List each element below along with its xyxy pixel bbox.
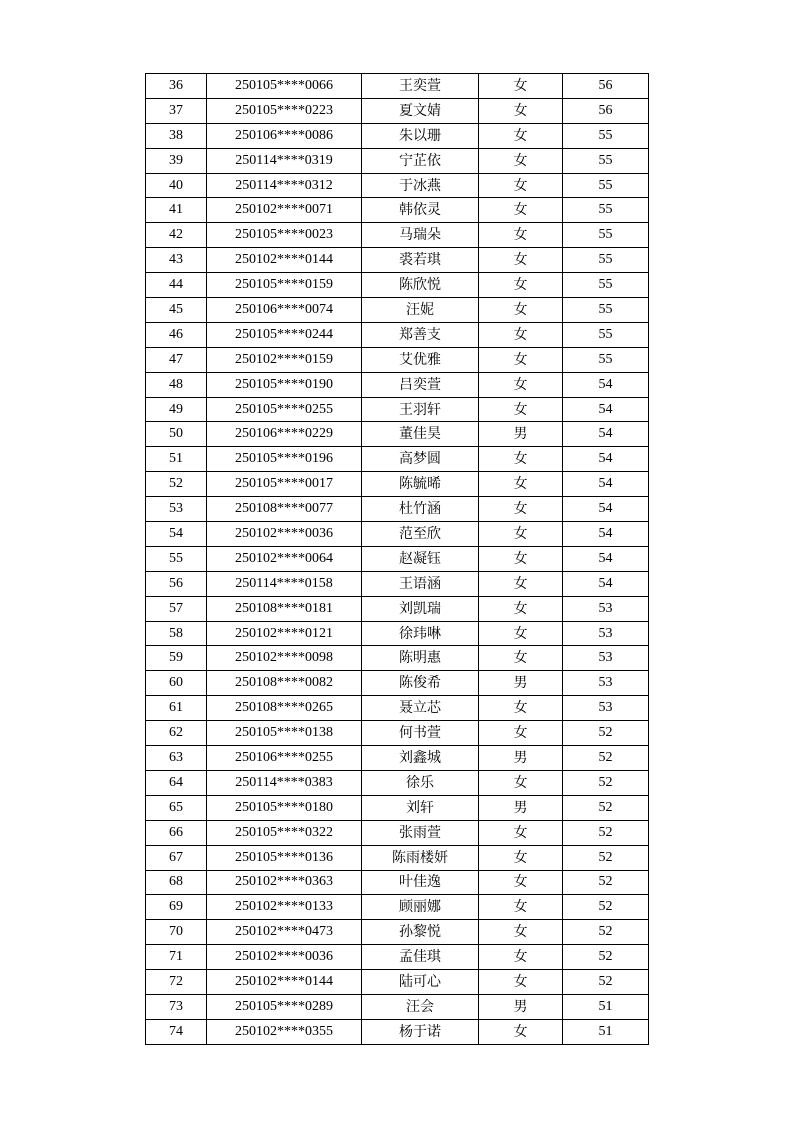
student-id-cell: 250102****0071	[207, 198, 362, 223]
student-id-cell: 250105****0322	[207, 820, 362, 845]
student-name-cell: 于冰燕	[362, 173, 479, 198]
gender-cell: 女	[479, 870, 563, 895]
gender-cell: 女	[479, 721, 563, 746]
table-row	[146, 273, 649, 298]
student-id-cell: 250114****0383	[207, 770, 362, 795]
row-number-cell: 37	[146, 98, 207, 123]
row-number-cell: 67	[146, 845, 207, 870]
table-row	[146, 746, 649, 771]
table-row	[146, 322, 649, 347]
score-cell: 55	[563, 248, 649, 273]
student-name-cell: 王羽轩	[362, 397, 479, 422]
table-row	[146, 298, 649, 323]
student-id-cell: 250105****0138	[207, 721, 362, 746]
score-cell: 55	[563, 198, 649, 223]
student-name-cell: 陈欣悦	[362, 273, 479, 298]
gender-cell: 男	[479, 795, 563, 820]
gender-cell: 男	[479, 994, 563, 1019]
student-name-cell: 陈毓晞	[362, 472, 479, 497]
student-id-cell: 250102****0036	[207, 945, 362, 970]
row-number-cell: 64	[146, 770, 207, 795]
student-name-cell: 韩依灵	[362, 198, 479, 223]
student-name-cell: 郑善支	[362, 322, 479, 347]
gender-cell: 女	[479, 522, 563, 547]
student-name-cell: 陈雨楼妍	[362, 845, 479, 870]
table-row	[146, 248, 649, 273]
table-row	[146, 123, 649, 148]
table-row	[146, 994, 649, 1019]
table-row	[146, 173, 649, 198]
student-id-cell: 250106****0074	[207, 298, 362, 323]
row-number-cell: 40	[146, 173, 207, 198]
score-table	[145, 73, 649, 1045]
student-id-cell: 250102****0355	[207, 1019, 362, 1044]
row-number-cell: 63	[146, 746, 207, 771]
score-cell: 54	[563, 447, 649, 472]
student-name-cell: 吕奕萱	[362, 372, 479, 397]
student-id-cell: 250105****0017	[207, 472, 362, 497]
student-id-cell: 250105****0289	[207, 994, 362, 1019]
score-cell: 51	[563, 1019, 649, 1044]
student-name-cell: 刘凯瑞	[362, 596, 479, 621]
score-cell: 55	[563, 347, 649, 372]
student-name-cell: 徐玮啉	[362, 621, 479, 646]
row-number-cell: 42	[146, 223, 207, 248]
gender-cell: 女	[479, 596, 563, 621]
student-id-cell: 250114****0158	[207, 571, 362, 596]
gender-cell: 女	[479, 621, 563, 646]
table-row	[146, 820, 649, 845]
table-row	[146, 920, 649, 945]
gender-cell: 女	[479, 472, 563, 497]
row-number-cell: 74	[146, 1019, 207, 1044]
row-number-cell: 66	[146, 820, 207, 845]
score-cell: 52	[563, 895, 649, 920]
student-id-cell: 250105****0023	[207, 223, 362, 248]
student-id-cell: 250108****0181	[207, 596, 362, 621]
student-id-cell: 250105****0136	[207, 845, 362, 870]
gender-cell: 男	[479, 671, 563, 696]
student-id-cell: 250102****0144	[207, 248, 362, 273]
score-cell: 52	[563, 795, 649, 820]
gender-cell: 女	[479, 920, 563, 945]
score-cell: 54	[563, 397, 649, 422]
student-id-cell: 250102****0363	[207, 870, 362, 895]
gender-cell: 女	[479, 148, 563, 173]
table-row	[146, 596, 649, 621]
student-name-cell: 范至欣	[362, 522, 479, 547]
table-row	[146, 696, 649, 721]
student-id-cell: 250102****0064	[207, 546, 362, 571]
student-name-cell: 杜竹涵	[362, 497, 479, 522]
row-number-cell: 44	[146, 273, 207, 298]
gender-cell: 女	[479, 123, 563, 148]
score-cell: 52	[563, 870, 649, 895]
student-id-cell: 250102****0121	[207, 621, 362, 646]
row-number-cell: 46	[146, 322, 207, 347]
score-cell: 53	[563, 621, 649, 646]
table-row	[146, 671, 649, 696]
score-cell: 55	[563, 298, 649, 323]
row-number-cell: 48	[146, 372, 207, 397]
score-cell: 54	[563, 472, 649, 497]
gender-cell: 女	[479, 273, 563, 298]
student-id-cell: 250102****0133	[207, 895, 362, 920]
gender-cell: 女	[479, 497, 563, 522]
student-name-cell: 聂立芯	[362, 696, 479, 721]
student-name-cell: 刘鑫城	[362, 746, 479, 771]
student-name-cell: 顾丽娜	[362, 895, 479, 920]
gender-cell: 女	[479, 571, 563, 596]
score-cell: 54	[563, 422, 649, 447]
row-number-cell: 69	[146, 895, 207, 920]
score-cell: 52	[563, 845, 649, 870]
student-name-cell: 汪会	[362, 994, 479, 1019]
student-name-cell: 王语涵	[362, 571, 479, 596]
gender-cell: 女	[479, 98, 563, 123]
score-cell: 55	[563, 123, 649, 148]
row-number-cell: 50	[146, 422, 207, 447]
student-id-cell: 250114****0312	[207, 173, 362, 198]
student-id-cell: 250108****0082	[207, 671, 362, 696]
student-name-cell: 裘若琪	[362, 248, 479, 273]
table-row	[146, 845, 649, 870]
row-number-cell: 51	[146, 447, 207, 472]
score-cell: 54	[563, 372, 649, 397]
student-name-cell: 汪妮	[362, 298, 479, 323]
score-cell: 53	[563, 596, 649, 621]
table-row	[146, 472, 649, 497]
gender-cell: 女	[479, 770, 563, 795]
gender-cell: 男	[479, 746, 563, 771]
student-name-cell: 赵凝钰	[362, 546, 479, 571]
student-id-cell: 250105****0180	[207, 795, 362, 820]
row-number-cell: 47	[146, 347, 207, 372]
gender-cell: 女	[479, 397, 563, 422]
student-id-cell: 250105****0244	[207, 322, 362, 347]
gender-cell: 女	[479, 372, 563, 397]
score-cell: 54	[563, 546, 649, 571]
student-name-cell: 杨于诺	[362, 1019, 479, 1044]
score-cell: 52	[563, 746, 649, 771]
table-row	[146, 895, 649, 920]
student-name-cell: 张雨萱	[362, 820, 479, 845]
gender-cell: 女	[479, 298, 563, 323]
table-row	[146, 447, 649, 472]
table-row	[146, 422, 649, 447]
gender-cell: 女	[479, 895, 563, 920]
score-cell: 53	[563, 696, 649, 721]
student-id-cell: 250106****0255	[207, 746, 362, 771]
gender-cell: 女	[479, 248, 563, 273]
table-row	[146, 98, 649, 123]
table-row	[146, 721, 649, 746]
score-cell: 54	[563, 497, 649, 522]
student-name-cell: 王奕萱	[362, 74, 479, 99]
row-number-cell: 60	[146, 671, 207, 696]
student-name-cell: 孟佳琪	[362, 945, 479, 970]
score-cell: 55	[563, 273, 649, 298]
table-row	[146, 148, 649, 173]
gender-cell: 女	[479, 945, 563, 970]
score-cell: 51	[563, 994, 649, 1019]
row-number-cell: 55	[146, 546, 207, 571]
student-name-cell: 陈明惠	[362, 646, 479, 671]
table-row	[146, 970, 649, 995]
row-number-cell: 71	[146, 945, 207, 970]
gender-cell: 女	[479, 198, 563, 223]
score-cell: 53	[563, 646, 649, 671]
student-name-cell: 徐乐	[362, 770, 479, 795]
row-number-cell: 38	[146, 123, 207, 148]
table-row	[146, 795, 649, 820]
student-id-cell: 250102****0144	[207, 970, 362, 995]
score-cell: 52	[563, 920, 649, 945]
score-table-body	[146, 74, 649, 1045]
student-id-cell: 250114****0319	[207, 148, 362, 173]
student-name-cell: 夏文婧	[362, 98, 479, 123]
score-cell: 56	[563, 74, 649, 99]
student-name-cell: 马瑞朵	[362, 223, 479, 248]
row-number-cell: 58	[146, 621, 207, 646]
gender-cell: 女	[479, 1019, 563, 1044]
table-row	[146, 74, 649, 99]
student-id-cell: 250108****0265	[207, 696, 362, 721]
gender-cell: 女	[479, 347, 563, 372]
row-number-cell: 56	[146, 571, 207, 596]
table-row	[146, 522, 649, 547]
row-number-cell: 36	[146, 74, 207, 99]
row-number-cell: 70	[146, 920, 207, 945]
row-number-cell: 45	[146, 298, 207, 323]
student-id-cell: 250102****0159	[207, 347, 362, 372]
student-name-cell: 陈俊希	[362, 671, 479, 696]
score-cell: 52	[563, 770, 649, 795]
gender-cell: 男	[479, 422, 563, 447]
student-id-cell: 250108****0077	[207, 497, 362, 522]
student-id-cell: 250105****0255	[207, 397, 362, 422]
row-number-cell: 49	[146, 397, 207, 422]
student-name-cell: 董佳昊	[362, 422, 479, 447]
row-number-cell: 41	[146, 198, 207, 223]
score-cell: 52	[563, 945, 649, 970]
student-id-cell: 250105****0066	[207, 74, 362, 99]
table-row	[146, 372, 649, 397]
gender-cell: 女	[479, 845, 563, 870]
gender-cell: 女	[479, 447, 563, 472]
table-row	[146, 646, 649, 671]
student-id-cell: 250102****0473	[207, 920, 362, 945]
table-row	[146, 223, 649, 248]
gender-cell: 女	[479, 546, 563, 571]
gender-cell: 女	[479, 322, 563, 347]
table-row	[146, 1019, 649, 1044]
table-row	[146, 347, 649, 372]
score-cell: 54	[563, 571, 649, 596]
gender-cell: 女	[479, 820, 563, 845]
row-number-cell: 61	[146, 696, 207, 721]
student-id-cell: 250102****0036	[207, 522, 362, 547]
student-id-cell: 250105****0223	[207, 98, 362, 123]
score-cell: 52	[563, 970, 649, 995]
gender-cell: 女	[479, 223, 563, 248]
gender-cell: 女	[479, 74, 563, 99]
score-cell: 55	[563, 173, 649, 198]
student-id-cell: 250102****0098	[207, 646, 362, 671]
table-row	[146, 497, 649, 522]
row-number-cell: 59	[146, 646, 207, 671]
score-cell: 52	[563, 820, 649, 845]
row-number-cell: 52	[146, 472, 207, 497]
score-cell: 55	[563, 223, 649, 248]
row-number-cell: 39	[146, 148, 207, 173]
gender-cell: 女	[479, 173, 563, 198]
table-row	[146, 870, 649, 895]
score-cell: 55	[563, 322, 649, 347]
row-number-cell: 53	[146, 497, 207, 522]
table-row	[146, 397, 649, 422]
score-cell: 52	[563, 721, 649, 746]
gender-cell: 女	[479, 970, 563, 995]
row-number-cell: 73	[146, 994, 207, 1019]
student-name-cell: 高梦圆	[362, 447, 479, 472]
student-name-cell: 宁芷依	[362, 148, 479, 173]
row-number-cell: 65	[146, 795, 207, 820]
score-cell: 54	[563, 522, 649, 547]
row-number-cell: 43	[146, 248, 207, 273]
table-row	[146, 621, 649, 646]
row-number-cell: 68	[146, 870, 207, 895]
row-number-cell: 62	[146, 721, 207, 746]
table-row	[146, 945, 649, 970]
table-row	[146, 770, 649, 795]
row-number-cell: 72	[146, 970, 207, 995]
score-cell: 56	[563, 98, 649, 123]
student-id-cell: 250105****0159	[207, 273, 362, 298]
score-cell: 55	[563, 148, 649, 173]
student-id-cell: 250106****0229	[207, 422, 362, 447]
gender-cell: 女	[479, 696, 563, 721]
table-row	[146, 571, 649, 596]
student-name-cell: 朱以珊	[362, 123, 479, 148]
student-name-cell: 叶佳逸	[362, 870, 479, 895]
table-row	[146, 198, 649, 223]
gender-cell: 女	[479, 646, 563, 671]
score-cell: 53	[563, 671, 649, 696]
student-name-cell: 艾优雅	[362, 347, 479, 372]
row-number-cell: 57	[146, 596, 207, 621]
student-name-cell: 孙黎悦	[362, 920, 479, 945]
table-row	[146, 546, 649, 571]
student-id-cell: 250106****0086	[207, 123, 362, 148]
student-id-cell: 250105****0196	[207, 447, 362, 472]
row-number-cell: 54	[146, 522, 207, 547]
student-id-cell: 250105****0190	[207, 372, 362, 397]
student-name-cell: 陆可心	[362, 970, 479, 995]
student-name-cell: 刘轩	[362, 795, 479, 820]
student-name-cell: 何书萱	[362, 721, 479, 746]
